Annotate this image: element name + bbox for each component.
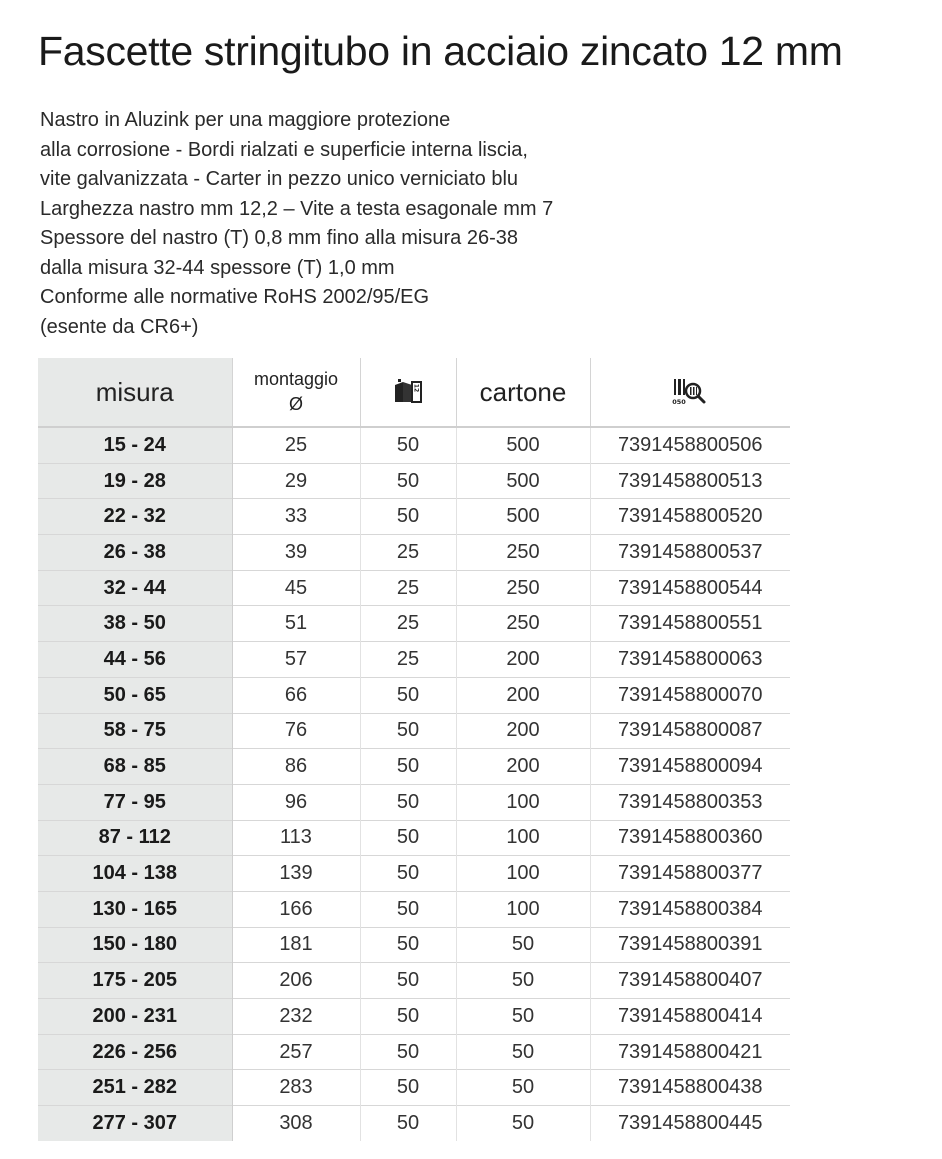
cell-cartone: 100 (456, 784, 590, 820)
cell-box-quantity: 50 (360, 463, 456, 499)
cell-ean: 7391458800421 (590, 1034, 790, 1070)
cell-montaggio: 66 (232, 677, 360, 713)
cell-misura: 130 - 165 (38, 891, 232, 927)
cell-misura: 26 - 38 (38, 535, 232, 571)
table-row (38, 427, 790, 463)
cell-misura: 104 - 138 (38, 856, 232, 892)
cell-misura: 50 - 65 (38, 677, 232, 713)
table-row (38, 463, 790, 499)
table-row (38, 784, 790, 820)
header-barcode (590, 358, 790, 427)
cell-box-quantity: 50 (360, 713, 456, 749)
cell-montaggio: 139 (232, 856, 360, 892)
cell-ean: 7391458800070 (590, 677, 790, 713)
cell-cartone: 50 (456, 1034, 590, 1070)
cell-ean: 7391458800407 (590, 963, 790, 999)
description-line: alla corrosione - Bordi rialzati e superficie interna liscia, (40, 138, 528, 161)
table-row (38, 891, 790, 927)
table-row (38, 642, 790, 678)
cell-box-quantity: 25 (360, 606, 456, 642)
barcode-icon-number: 050 (672, 398, 687, 406)
cell-montaggio: 25 (232, 427, 360, 463)
cell-cartone: 100 (456, 856, 590, 892)
table-row (38, 1034, 790, 1070)
cell-box-quantity: 50 (360, 1106, 456, 1141)
cell-misura: 32 - 44 (38, 570, 232, 606)
table-row (38, 999, 790, 1035)
cell-montaggio: 45 (232, 570, 360, 606)
cell-montaggio: 113 (232, 820, 360, 856)
cell-misura: 150 - 180 (38, 927, 232, 963)
cell-misura: 77 - 95 (38, 784, 232, 820)
header-cartone: cartone (456, 358, 590, 427)
cell-misura: 87 - 112 (38, 820, 232, 856)
header-diameter-symbol: Ø (288, 394, 303, 414)
cell-ean: 7391458800414 (590, 999, 790, 1035)
cell-misura: 44 - 56 (38, 642, 232, 678)
cell-box-quantity: 50 (360, 927, 456, 963)
cell-box-quantity: 50 (360, 999, 456, 1035)
cell-cartone: 50 (456, 999, 590, 1035)
table-row (38, 570, 790, 606)
cell-cartone: 250 (456, 535, 590, 571)
specs-table (38, 358, 790, 1141)
table-row (38, 1106, 790, 1141)
cell-box-quantity: 50 (360, 1034, 456, 1070)
description-line: vite galvanizzata - Carter in pezzo unico verniciato blu (40, 168, 519, 190)
cell-montaggio: 39 (232, 535, 360, 571)
table-row (38, 856, 790, 892)
cell-ean: 7391458800094 (590, 749, 790, 785)
table-row (38, 713, 790, 749)
header-montaggio (232, 358, 360, 427)
table-row (38, 820, 790, 856)
cell-ean: 7391458800537 (590, 535, 790, 571)
cell-misura: 68 - 85 (38, 749, 232, 785)
cell-cartone: 50 (456, 927, 590, 963)
cell-montaggio: 308 (232, 1106, 360, 1141)
table-row (38, 927, 790, 963)
table-row (38, 749, 790, 785)
cell-box-quantity: 25 (360, 570, 456, 606)
cell-cartone: 50 (456, 1106, 590, 1141)
cell-box-quantity: 50 (360, 820, 456, 856)
cell-box-quantity: 50 (360, 499, 456, 535)
cell-misura: 15 - 24 (38, 427, 232, 463)
table-row (38, 963, 790, 999)
cell-cartone: 50 (456, 963, 590, 999)
cell-ean: 7391458800544 (590, 570, 790, 606)
cell-ean: 7391458800360 (590, 820, 790, 856)
cell-montaggio: 232 (232, 999, 360, 1035)
cell-ean: 7391458800551 (590, 606, 790, 642)
cell-montaggio: 257 (232, 1034, 360, 1070)
description-line: Spessore del nastro (T) 0,8 mm fino alla misura 26-38 (40, 227, 518, 249)
description-line: Nastro in Aluzink per una maggiore protezione (40, 109, 451, 131)
cell-montaggio: 206 (232, 963, 360, 999)
description-line: dalla misura 32-44 spessore (T) 1,0 mm (40, 256, 395, 279)
cell-misura: 175 - 205 (38, 963, 232, 999)
cell-ean: 7391458800506 (590, 427, 790, 463)
cell-box-quantity: 50 (360, 1070, 456, 1106)
cell-ean: 7391458800353 (590, 784, 790, 820)
page-title: Fascette stringitubo in acciaio zincato 12 mm (38, 28, 843, 74)
table-body (38, 427, 790, 1141)
description-line: (esente da CR6+) (40, 315, 199, 338)
cell-box-quantity: 50 (360, 749, 456, 785)
box-icon (393, 379, 423, 405)
cell-misura: 251 - 282 (38, 1070, 232, 1106)
cell-cartone: 200 (456, 713, 590, 749)
cell-montaggio: 33 (232, 499, 360, 535)
cell-cartone: 50 (456, 1070, 590, 1106)
cell-misura: 22 - 32 (38, 499, 232, 535)
table-row (38, 535, 790, 571)
cell-montaggio: 166 (232, 891, 360, 927)
cell-montaggio: 76 (232, 713, 360, 749)
cell-box-quantity: 25 (360, 535, 456, 571)
cell-cartone: 200 (456, 677, 590, 713)
cell-misura: 277 - 307 (38, 1106, 232, 1141)
cell-ean: 7391458800384 (590, 891, 790, 927)
cell-cartone: 500 (456, 499, 590, 535)
cell-cartone: 100 (456, 820, 590, 856)
cell-ean: 7391458800377 (590, 856, 790, 892)
cell-montaggio: 86 (232, 749, 360, 785)
cell-montaggio: 181 (232, 927, 360, 963)
header-box-quantity (360, 358, 456, 427)
description-line: Conforme alle normative RoHS 2002/95/EG (40, 286, 430, 308)
cell-box-quantity: 50 (360, 677, 456, 713)
cell-montaggio: 29 (232, 463, 360, 499)
barcode-search-icon (672, 377, 708, 407)
cell-montaggio: 51 (232, 606, 360, 642)
cell-box-quantity: 25 (360, 642, 456, 678)
product-description (40, 106, 553, 342)
cell-montaggio: 96 (232, 784, 360, 820)
cell-ean: 7391458800520 (590, 499, 790, 535)
cell-ean: 7391458800445 (590, 1106, 790, 1141)
cell-ean: 7391458800513 (590, 463, 790, 499)
cell-cartone: 500 (456, 463, 590, 499)
box-icon-number: 12 (412, 383, 420, 393)
cell-cartone: 250 (456, 570, 590, 606)
cell-box-quantity: 50 (360, 856, 456, 892)
table-row (38, 499, 790, 535)
table-header-row (38, 358, 790, 427)
cell-ean: 7391458800087 (590, 713, 790, 749)
table-row (38, 1070, 790, 1106)
cell-montaggio: 283 (232, 1070, 360, 1106)
cell-box-quantity: 50 (360, 963, 456, 999)
cell-cartone: 200 (456, 749, 590, 785)
cell-misura: 226 - 256 (38, 1034, 232, 1070)
cell-box-quantity: 50 (360, 427, 456, 463)
cell-cartone: 100 (456, 891, 590, 927)
description-line: Larghezza nastro mm 12,2 – Vite a testa esagonale mm 7 (40, 197, 554, 220)
cell-ean: 7391458800063 (590, 642, 790, 678)
cell-cartone: 500 (456, 427, 590, 463)
cell-misura: 200 - 231 (38, 999, 232, 1035)
cell-cartone: 250 (456, 606, 590, 642)
header-misura: misura (38, 358, 232, 427)
cell-box-quantity: 50 (360, 784, 456, 820)
cell-ean: 7391458800391 (590, 927, 790, 963)
cell-cartone: 200 (456, 642, 590, 678)
cell-misura: 19 - 28 (38, 463, 232, 499)
table-row (38, 606, 790, 642)
cell-misura: 58 - 75 (38, 713, 232, 749)
cell-box-quantity: 50 (360, 891, 456, 927)
cell-montaggio: 57 (232, 642, 360, 678)
table-row (38, 677, 790, 713)
cell-misura: 38 - 50 (38, 606, 232, 642)
header-montaggio-label: montaggio (253, 369, 339, 389)
cell-ean: 7391458800438 (590, 1070, 790, 1106)
